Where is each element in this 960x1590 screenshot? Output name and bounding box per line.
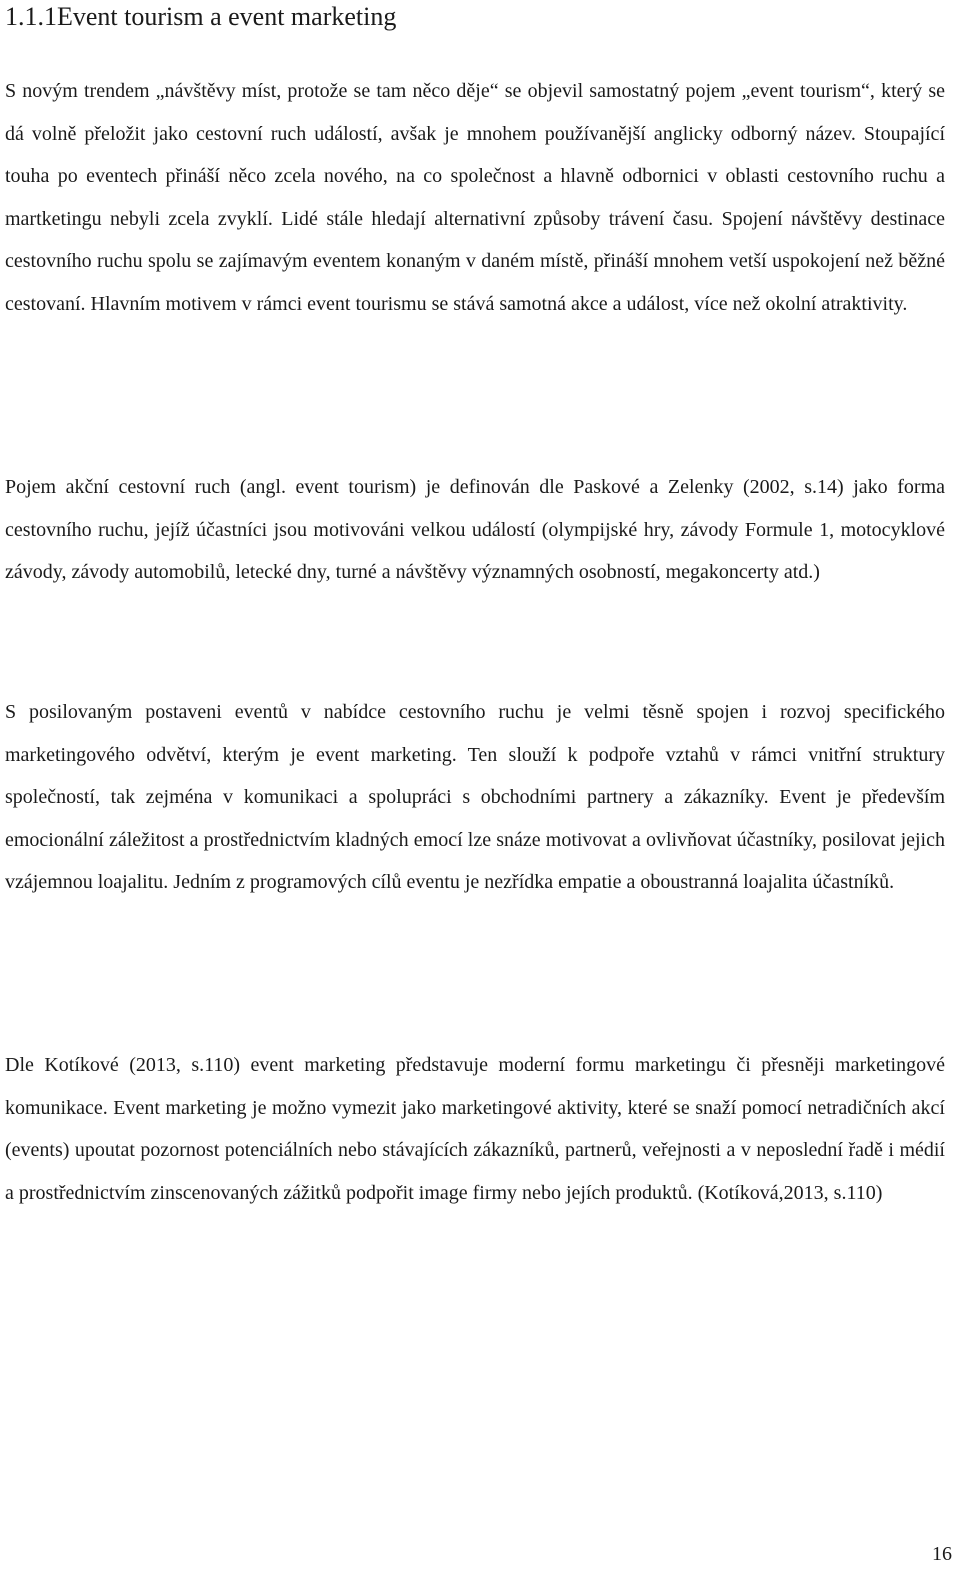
paragraph-event-marketing-role: S posilovaným postaveni eventů v nabídce cestovního ruchu je velmi těsně spojen i rozvoj specifického marketingového odvětví, kterým je event marketing. Ten slouží k podpoře vztahů v rámci vnitřní struktury společností, tak zejména v komunikaci a spolupráci s obchodními partnery a zákazníky. Event je především emocionální záležitost a prostřednictvím kladných emocí lze snáze motivovat a ovlivňovat účastníky, posilovat jejich vzájemnou loajalitu. Jedním z programových cílů eventu je nezřídka empatie a oboustranná loajalita účastníků. bbox=[5, 701, 945, 893]
paragraph-event-tourism-definition: Pojem akční cestovní ruch (angl. event tourism) je definován dle Paskové a Zelenky (2002, s.14) jako forma cestovního ruchu, jejíž účastníci jsou motivováni velkou událostí (olympijské hry, závody Formule 1, motocyklové závody, závody automobilů, letecké dny, turné a návštěvy významných osobností, megakoncerty atd.) bbox=[5, 476, 945, 583]
section-heading bbox=[5, 2, 396, 32]
paragraph-event-tourism-intro: S novým trendem „návštěvy míst, protože se tam něco děje“ se objevil samostatný pojem „event tourism“, který se dá volně přeložit jako cestovní ruch událostí, avšak je mnohem používanější anglicky odborný název. Stoupající touha po eventech přináší něco zcela nového, na co společnost a hlavně odbornici v oblasti cestovního ruchu a martketingu nebyli zcela zvyklí. Lidé stále hledají alternativní způsoby trávení času. Spojení návštěvy destinace cestovního ruchu spolu se zajímavým eventem konaným v daném místě, přináší mnohem vetší uspokojení než běžné cestovaní. Hlavním motivem v rámci event tourismu se stává samotná akce a událost, více než okolní atraktivity. bbox=[5, 80, 945, 315]
section-number: 1.1.1 bbox=[5, 2, 57, 31]
document-page bbox=[5, 0, 947, 1590]
paragraph-event-marketing-definition: Dle Kotíkové (2013, s.110) event marketing představuje moderní formu marketingu či přesněji marketingové komunikace. Event marketing je možno vymezit jako marketingové aktivity, které se snaží pomocí netradičních akcí (events) upoutat pozornost potenciálních nebo stávajících zákazníků, partnerů, veřejnosti a v neposlední řadě i médií a prostřednictvím zinscenovaných zážitků podpořit image firmy nebo jejích produktů. (Kotíková,2013, s.110) bbox=[5, 1054, 945, 1204]
page-number: 16 bbox=[932, 1543, 952, 1565]
section-title: Event tourism a event marketing bbox=[57, 2, 397, 31]
